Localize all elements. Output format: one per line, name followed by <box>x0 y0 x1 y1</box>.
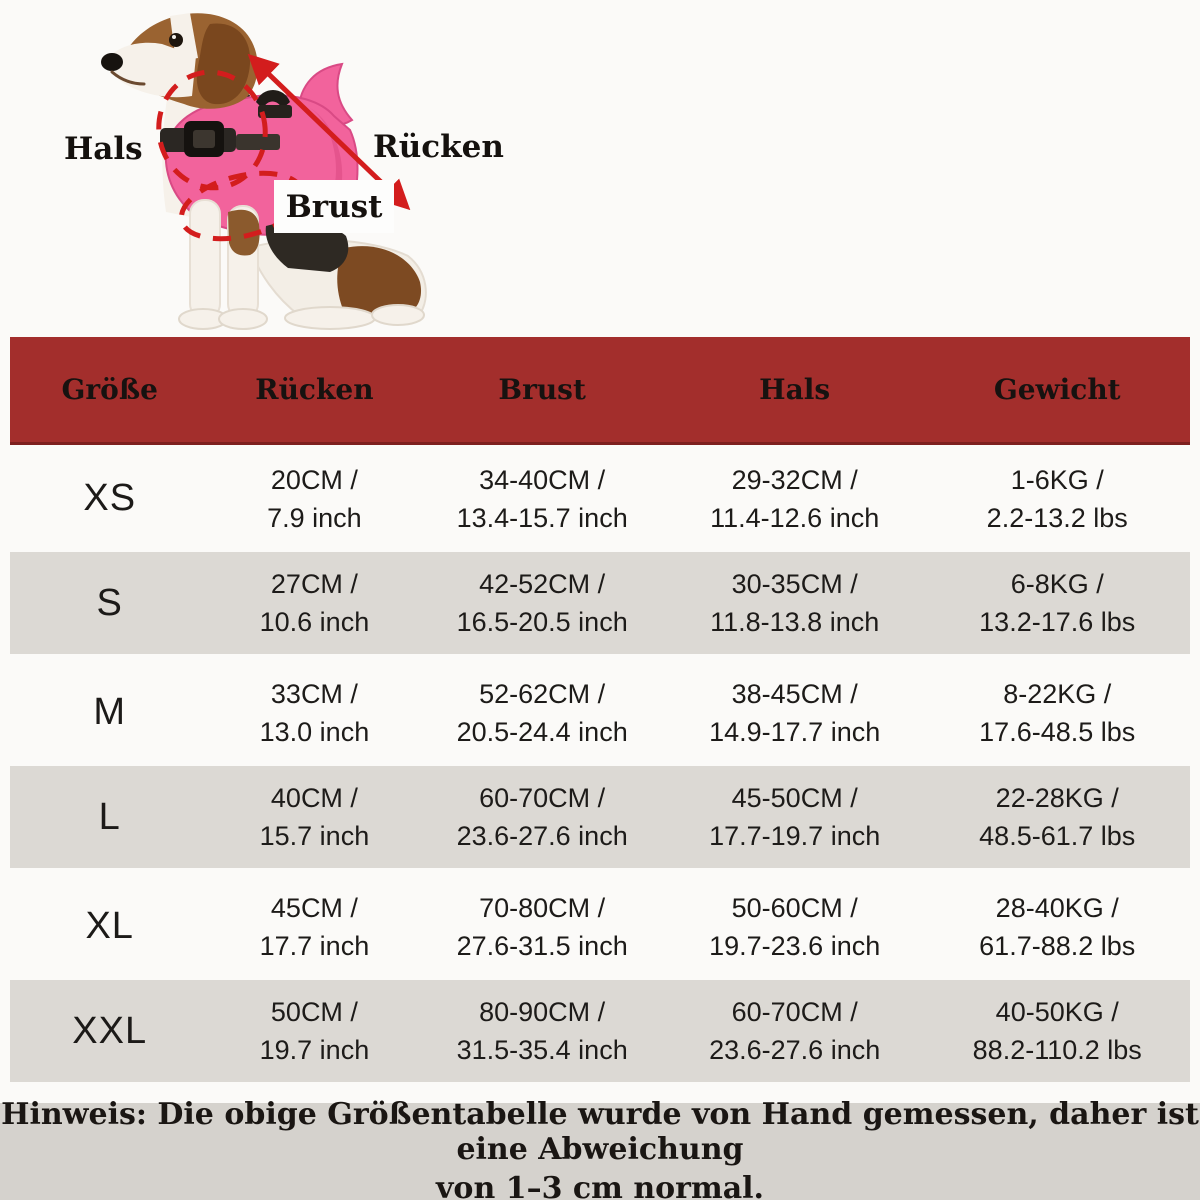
dog-hind-paw <box>285 307 375 329</box>
size-cell: S <box>96 581 123 624</box>
table-row-xs <box>10 445 1190 552</box>
dog-nose <box>101 53 123 71</box>
size-cell: XL <box>85 905 134 947</box>
vest-buckle-inner <box>193 130 215 148</box>
column-header-gewicht: Gewicht <box>993 373 1121 406</box>
note-text-line2: von 1–3 cm normal. <box>436 1171 764 1200</box>
table-row-m <box>10 659 1190 766</box>
product-diagram <box>0 0 1200 337</box>
hals-cell: 45-50CM / 17.7-19.7 inch <box>709 783 881 851</box>
table-row-xl <box>10 873 1190 980</box>
table-row-s <box>10 552 1190 659</box>
ruecken-cell: 33CM / 13.0 inch <box>259 678 370 747</box>
dog-eye-glint <box>172 35 176 39</box>
size-table <box>10 337 1190 1087</box>
hals-cell: 50-60CM / 19.7-23.6 inch <box>709 892 881 961</box>
dog-paw2 <box>219 309 267 329</box>
hals-cell: 29-32CM / 11.4-12.6 inch <box>710 464 880 533</box>
table-row-xxl <box>10 980 1190 1087</box>
ruecken-cell: 50CM / 19.7 inch <box>259 997 370 1065</box>
gewicht-cell: 22-28KG / 48.5-61.7 lbs <box>979 783 1136 851</box>
brust-cell: 80-90CM / 31.5-35.4 inch <box>456 997 628 1065</box>
gewicht-cell: 40-50KG / 88.2-110.2 lbs <box>972 997 1142 1065</box>
brust-cell: 60-70CM / 23.6-27.6 inch <box>456 783 628 851</box>
hals-cell: 60-70CM / 23.6-27.6 inch <box>709 997 881 1065</box>
hals-cell: 38-45CM / 14.9-17.7 inch <box>709 678 881 747</box>
chest-label-box <box>274 180 394 233</box>
table-header-row <box>10 337 1190 445</box>
column-header-ruecken: Rücken <box>255 373 374 406</box>
gewicht-cell: 1-6KG / 2.2-13.2 lbs <box>986 464 1128 533</box>
brust-cell: 52-62CM / 20.5-24.4 inch <box>456 678 628 747</box>
brust-cell: 42-52CM / 16.5-20.5 inch <box>456 569 628 637</box>
ruecken-cell: 45CM / 17.7 inch <box>259 892 370 961</box>
gewicht-cell: 6-8KG / 13.2-17.6 lbs <box>979 569 1136 637</box>
back-label: Rücken <box>373 129 504 165</box>
chest-label: Brust <box>285 188 383 225</box>
note-text-line1: Hinweis: Die obige Größentabelle wurde von Hand gemessen, daher ist eine Abweichung <box>1 1097 1199 1167</box>
dog-front-leg <box>190 200 220 318</box>
column-header-brust: Brust <box>498 373 586 406</box>
ruecken-cell: 20CM / 7.9 inch <box>267 464 362 533</box>
gewicht-cell: 28-40KG / 61.7-88.2 lbs <box>979 892 1136 961</box>
dog-photo-illustration <box>0 0 1200 337</box>
ruecken-cell: 27CM / 10.6 inch <box>259 569 370 637</box>
brust-cell: 34-40CM / 13.4-15.7 inch <box>456 464 628 533</box>
dog-hind-paw-far <box>372 305 424 325</box>
size-cell: M <box>93 691 127 733</box>
ruecken-cell: 40CM / 15.7 inch <box>259 783 370 851</box>
table-row-l <box>10 766 1190 873</box>
dog-eye <box>169 33 183 47</box>
size-cell: XS <box>83 477 137 519</box>
brust-cell: 70-80CM / 27.6-31.5 inch <box>456 892 628 961</box>
hals-cell: 30-35CM / 11.8-13.8 inch <box>710 569 880 637</box>
size-cell: L <box>98 795 121 838</box>
column-header-groesse: Größe <box>61 373 158 406</box>
note-bar <box>0 1097 1200 1200</box>
column-header-hals: Hals <box>759 373 831 406</box>
neck-label: Hals <box>64 131 143 167</box>
vest-strap-right <box>236 134 280 150</box>
size-cell: XXL <box>72 1009 148 1052</box>
gewicht-cell: 8-22KG / 17.6-48.5 lbs <box>979 678 1136 747</box>
